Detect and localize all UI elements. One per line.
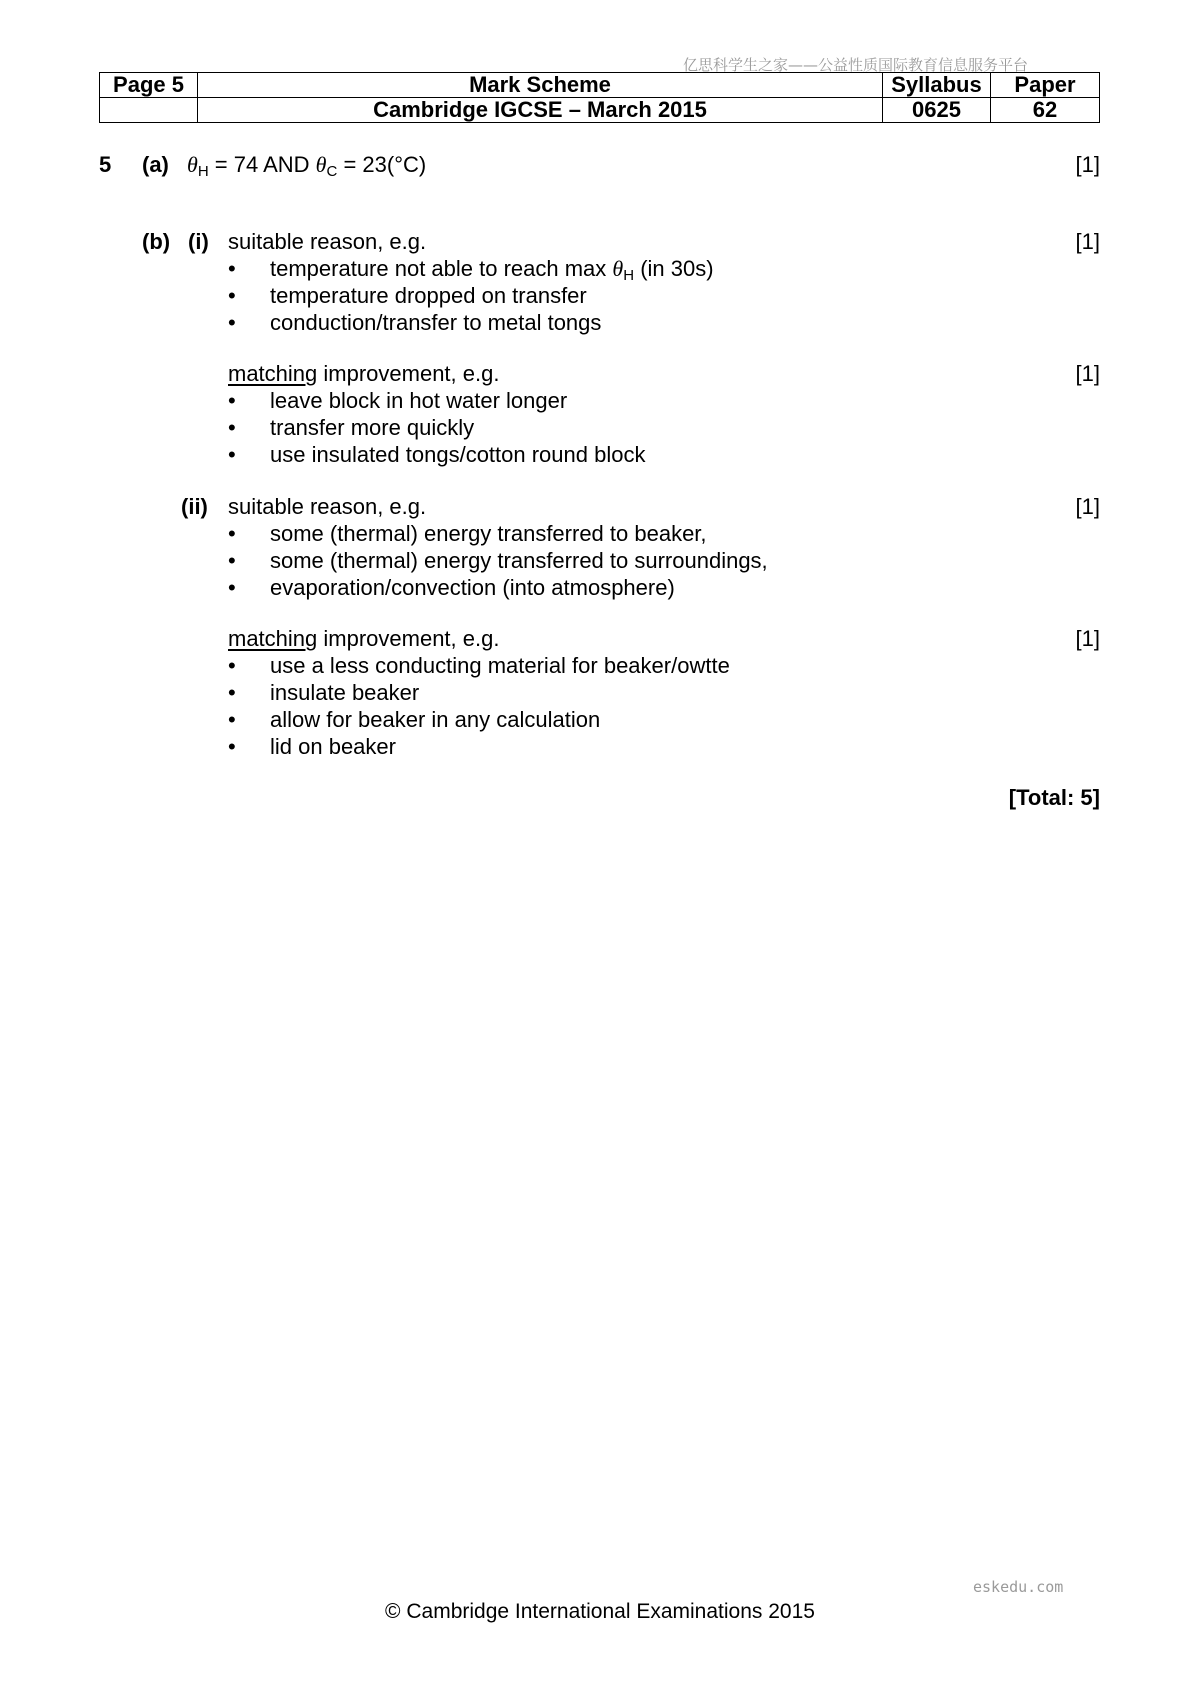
syllabus-value: 0625 <box>883 98 991 123</box>
bullet-icon: • <box>228 442 236 467</box>
part-bii-label: (ii) <box>181 494 208 519</box>
paper-value: 62 <box>991 98 1100 123</box>
bi-improvement-heading: matching improvement, e.g. <box>228 361 500 386</box>
bullet-icon: • <box>228 734 236 759</box>
syllabus-label: Syllabus <box>883 73 991 98</box>
watermark-top: 亿思科学生之家——公益性质国际教育信息服务平台 <box>683 56 1029 74</box>
watermark-bottom: eskedu.com <box>973 1578 1064 1596</box>
bullet-icon: • <box>228 707 236 732</box>
header-title: Mark Scheme <box>198 73 883 98</box>
total-mark: [Total: 5] <box>1008 785 1100 810</box>
part-a-answer: $\theta_H = 74$ AND $\theta_C = 23(^\circ C)$ <box>187 152 427 180</box>
bullet-icon: • <box>228 521 236 546</box>
bii-reason-mark: [1] <box>1075 494 1100 519</box>
bullet-icon: • <box>228 575 236 600</box>
page-number: Page 5 <box>100 73 198 98</box>
bullet-icon: • <box>228 680 236 705</box>
question-number: 5 <box>99 152 112 177</box>
header-empty-cell <box>100 98 198 123</box>
bullet-icon: • <box>228 283 236 308</box>
part-bi-label: (i) <box>188 229 209 254</box>
part-b-label: (b) <box>142 229 171 254</box>
part-a-label: (a) <box>142 152 169 177</box>
bullet-icon: • <box>228 310 236 335</box>
bi-reason-mark: [1] <box>1075 229 1100 254</box>
bullet-icon: • <box>228 548 236 573</box>
bi-improvement-mark: [1] <box>1075 361 1100 386</box>
bullet-icon: • <box>228 388 236 413</box>
footer-copyright: © Cambridge International Examinations 2015 <box>385 1600 815 1623</box>
header-subtitle: Cambridge IGCSE – March 2015 <box>198 98 883 123</box>
bii-improvement-mark: [1] <box>1075 626 1100 651</box>
header-table <box>99 72 1100 123</box>
paper-label: Paper <box>991 73 1100 98</box>
bii-reason-heading: suitable reason, e.g. <box>228 494 427 519</box>
bi-reason-heading: suitable reason, e.g. <box>228 229 427 254</box>
part-a-mark: [1] <box>1075 152 1100 177</box>
bii-improvement-heading: matching improvement, e.g. <box>228 626 500 651</box>
bullet-icon: • <box>228 653 236 678</box>
bullet-icon: • <box>228 256 236 281</box>
bullet-icon: • <box>228 415 236 440</box>
